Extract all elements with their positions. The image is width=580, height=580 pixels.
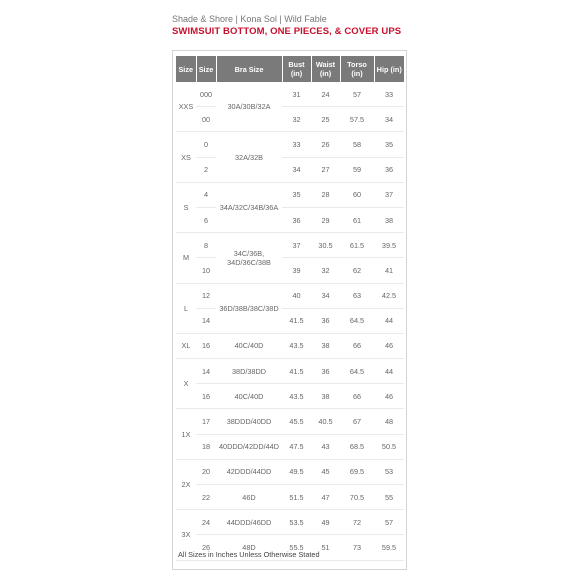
torso-value: 72 <box>340 510 374 535</box>
size-label: S <box>176 182 196 232</box>
size-number: 22 <box>196 485 216 510</box>
waist-value: 28 <box>311 182 340 207</box>
table-row <box>176 485 404 510</box>
torso-value: 69.5 <box>340 459 374 484</box>
torso-value: 66 <box>340 384 374 409</box>
torso-value: 70.5 <box>340 485 374 510</box>
size-label: XL <box>176 333 196 358</box>
size-number: 2 <box>196 157 216 182</box>
hip-value: 50.5 <box>374 434 404 459</box>
table-row <box>176 333 404 358</box>
bra-size: 46D <box>216 485 282 510</box>
bra-size: 34C/36B, 34D/36C/38B <box>216 233 282 283</box>
size-number: 24 <box>196 510 216 535</box>
table-row <box>176 308 404 333</box>
size-number: 14 <box>196 359 216 384</box>
bust-value: 39 <box>282 258 311 283</box>
waist-value: 38 <box>311 384 340 409</box>
bust-value: 53.5 <box>282 510 311 535</box>
header-bra-size: Bra Size <box>216 56 282 82</box>
size-number: 10 <box>196 258 216 283</box>
table-row <box>176 434 404 459</box>
waist-value: 24 <box>311 82 340 107</box>
torso-value: 58 <box>340 132 374 157</box>
waist-value: 51 <box>311 535 340 560</box>
bust-value: 55.5 <box>282 535 311 560</box>
bust-value: 41.5 <box>282 359 311 384</box>
bra-size: 42DDD/44DD <box>216 459 282 484</box>
table-row <box>176 182 404 207</box>
hip-value: 35 <box>374 132 404 157</box>
waist-value: 29 <box>311 207 340 232</box>
hip-value: 48 <box>374 409 404 434</box>
hip-value: 55 <box>374 485 404 510</box>
table-row <box>176 283 404 308</box>
size-label: M <box>176 233 196 283</box>
torso-value: 67 <box>340 409 374 434</box>
table-row <box>176 409 404 434</box>
waist-value: 40.5 <box>311 409 340 434</box>
footnote: All Sizes in Inches Unless Otherwise Stated <box>178 550 320 559</box>
hip-value: 41 <box>374 258 404 283</box>
chart-heading: SWIMSUIT BOTTOM, ONE PIECES, & COVER UPS <box>172 26 402 37</box>
bust-value: 49.5 <box>282 459 311 484</box>
size-number: 14 <box>196 308 216 333</box>
header-waist: Waist (in) <box>311 56 340 82</box>
waist-value: 45 <box>311 459 340 484</box>
bust-value: 35 <box>282 182 311 207</box>
bust-value: 31 <box>282 82 311 107</box>
size-label: XS <box>176 132 196 182</box>
bust-value: 43.5 <box>282 333 311 358</box>
torso-value: 73 <box>340 535 374 560</box>
waist-value: 25 <box>311 107 340 132</box>
table-row <box>176 258 404 283</box>
torso-value: 62 <box>340 258 374 283</box>
torso-value: 64.5 <box>340 308 374 333</box>
size-chart-body <box>176 82 404 560</box>
bust-value: 37 <box>282 233 311 258</box>
table-row <box>176 510 404 535</box>
table-row <box>176 157 404 182</box>
bra-size: 30A/30B/32A <box>216 82 282 132</box>
size-number: 12 <box>196 283 216 308</box>
torso-value: 60 <box>340 182 374 207</box>
size-chart-table <box>176 56 404 561</box>
header-row <box>176 56 404 82</box>
waist-value: 32 <box>311 258 340 283</box>
bra-size: 32A/32B <box>216 132 282 182</box>
size-number: 00 <box>196 107 216 132</box>
bra-size: 38D/38DD <box>216 359 282 384</box>
torso-value: 61 <box>340 207 374 232</box>
hip-value: 53 <box>374 459 404 484</box>
size-label: X <box>176 359 196 409</box>
size-label: 1X <box>176 409 196 459</box>
hip-value: 38 <box>374 207 404 232</box>
torso-value: 68.5 <box>340 434 374 459</box>
bust-value: 47.5 <box>282 434 311 459</box>
size-label: 2X <box>176 459 196 509</box>
size-number: 4 <box>196 182 216 207</box>
bust-value: 40 <box>282 283 311 308</box>
hip-value: 36 <box>374 157 404 182</box>
size-number: 16 <box>196 333 216 358</box>
torso-value: 66 <box>340 333 374 358</box>
torso-value: 57.5 <box>340 107 374 132</box>
waist-value: 43 <box>311 434 340 459</box>
waist-value: 49 <box>311 510 340 535</box>
waist-value: 36 <box>311 308 340 333</box>
waist-value: 34 <box>311 283 340 308</box>
table-row <box>176 459 404 484</box>
torso-value: 64.5 <box>340 359 374 384</box>
hip-value: 57 <box>374 510 404 535</box>
brand-names: Shade & Shore | Kona Sol | Wild Fable <box>172 14 327 24</box>
hip-value: 44 <box>374 308 404 333</box>
hip-value: 46 <box>374 333 404 358</box>
waist-value: 36 <box>311 359 340 384</box>
bust-value: 32 <box>282 107 311 132</box>
size-number: 18 <box>196 434 216 459</box>
table-row <box>176 359 404 384</box>
size-number: 6 <box>196 207 216 232</box>
waist-value: 26 <box>311 132 340 157</box>
hip-value: 33 <box>374 82 404 107</box>
size-label: 3X <box>176 510 196 560</box>
bra-size: 40C/40D <box>216 384 282 409</box>
table-row <box>176 207 404 232</box>
bust-value: 43.5 <box>282 384 311 409</box>
bra-size: 40DDD/42DD/44D <box>216 434 282 459</box>
waist-value: 47 <box>311 485 340 510</box>
torso-value: 57 <box>340 82 374 107</box>
bust-value: 41.5 <box>282 308 311 333</box>
table-row <box>176 107 404 132</box>
torso-value: 63 <box>340 283 374 308</box>
table-row <box>176 82 404 107</box>
header-torso: Torso (in) <box>340 56 374 82</box>
hip-value: 42.5 <box>374 283 404 308</box>
bust-value: 45.5 <box>282 409 311 434</box>
header-bust: Bust (in) <box>282 56 311 82</box>
size-number: 0 <box>196 132 216 157</box>
table-row <box>176 384 404 409</box>
hip-value: 59.5 <box>374 535 404 560</box>
hip-value: 34 <box>374 107 404 132</box>
bust-value: 36 <box>282 207 311 232</box>
size-number: 8 <box>196 233 216 258</box>
waist-value: 38 <box>311 333 340 358</box>
size-number: 16 <box>196 384 216 409</box>
bust-value: 33 <box>282 132 311 157</box>
bust-value: 34 <box>282 157 311 182</box>
bra-size: 38DDD/40DD <box>216 409 282 434</box>
bra-size: 48D <box>216 535 282 560</box>
size-number: 26 <box>196 535 216 560</box>
hip-value: 37 <box>374 182 404 207</box>
header-size-number: Size <box>196 56 216 82</box>
table-row <box>176 132 404 157</box>
waist-value: 30.5 <box>311 233 340 258</box>
table-row <box>176 233 404 258</box>
size-number: 000 <box>196 82 216 107</box>
waist-value: 27 <box>311 157 340 182</box>
torso-value: 59 <box>340 157 374 182</box>
bra-size: 40C/40D <box>216 333 282 358</box>
size-number: 17 <box>196 409 216 434</box>
hip-value: 46 <box>374 384 404 409</box>
bra-size: 34A/32C/34B/36A <box>216 182 282 232</box>
size-label: XXS <box>176 82 196 132</box>
bra-size: 36D/38B/38C/38D <box>216 283 282 333</box>
header-size-label: Size <box>176 56 196 82</box>
hip-value: 44 <box>374 359 404 384</box>
torso-value: 61.5 <box>340 233 374 258</box>
size-number: 20 <box>196 459 216 484</box>
size-label: L <box>176 283 196 333</box>
hip-value: 39.5 <box>374 233 404 258</box>
bra-size: 44DDD/46DD <box>216 510 282 535</box>
bust-value: 51.5 <box>282 485 311 510</box>
header-hip: Hip (in) <box>374 56 404 82</box>
